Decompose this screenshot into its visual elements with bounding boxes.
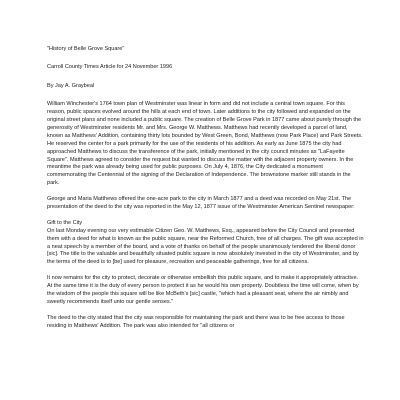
- paragraph-5: The deed to the city stated that the city was responsible for maintaining the park and there was to be free access to those residing in Matthews' Addition. The park was also intended for "all citizens or: [47, 314, 345, 329]
- section-heading-gift: Gift to the City: [47, 219, 83, 226]
- paragraph-1: William Winchester's 1764 town plan of Westminster was linear in form and did not include a central town square. For this reason, public spaces evolved around the hills at each end of town. Later additions to the city followed and expanded on the original street plans and none included a public square. The creation of Belle Grove Park in 1877 came about purely through the generosity of Westminster residents Mr. and Mrs. George W. Matthews. Matthews had recently developed a parcel of land, known as Matthews' Addition, containing thirty lots bounded by West Green, Bond, Matthews (now Park Place) and Park Streets. He reserved the center for a park primarily for the use of the residents of his addition. As early as June 1875 the city had approached Matthews to discuss the transference of the park, initially mentioned in the city council minutes as "LaFayette Square". Matthews agreed to consider the request but wanted to discuss the matter with the adjacent property owners. In the meantime the park was already being used for public purposes. On July 4, 1876, the City dedicated a monument commemorating the Centennial of the signing of the Declaration of Independence. The brownstone marker still stands in the park.: [47, 101, 363, 187]
- article-source: Carroll County Times Article for 24 November 1996: [47, 64, 173, 71]
- paragraph-2: George and Maria Matthews offered the one-acre park to the city in March 1877 and a deed was recorded on May 21st. The presentation of the deed to the city was reported in the May 12, 1877 issue of the Westminster American Sentinel newspaper:: [47, 196, 355, 210]
- document-title: "History of Belle Grove Square": [47, 46, 125, 52]
- byline: By Jay A. Graybeal: [47, 82, 95, 89]
- paragraph-4: It now remains for the city to protect, decorate or otherwise embellish this public square, and to make it appropriately attractive. At the same time it is the duty of every person to protect it as he would his own property. Doubtless the time will come, when by the wisdom of the people this square will be like McBeth's [sic] castle, "which had a pleasant seat, where the air nimbly and sweetly recommends itself unto our gentle senses.": [47, 275, 359, 305]
- paragraph-3: On last Monday evening our very estimable Citizen Geo. W. Matthews, Esq., appeared before the City Council and presented them with a deed for what is known as the public square, near the Reformed Church, free of all charges. The gift was accepted in a neat speech by a member of the board, and a vote of thanks on behalf of the people unanimously tendered the liberal donor [sic]. The title to the valuable and beautifully situated public square is now absolutely invested in the city of Westminster, and by the terms of the deed is to [be] used for pleasure, recreation and peaceable gatherings, free for all citizens.: [47, 227, 364, 266]
